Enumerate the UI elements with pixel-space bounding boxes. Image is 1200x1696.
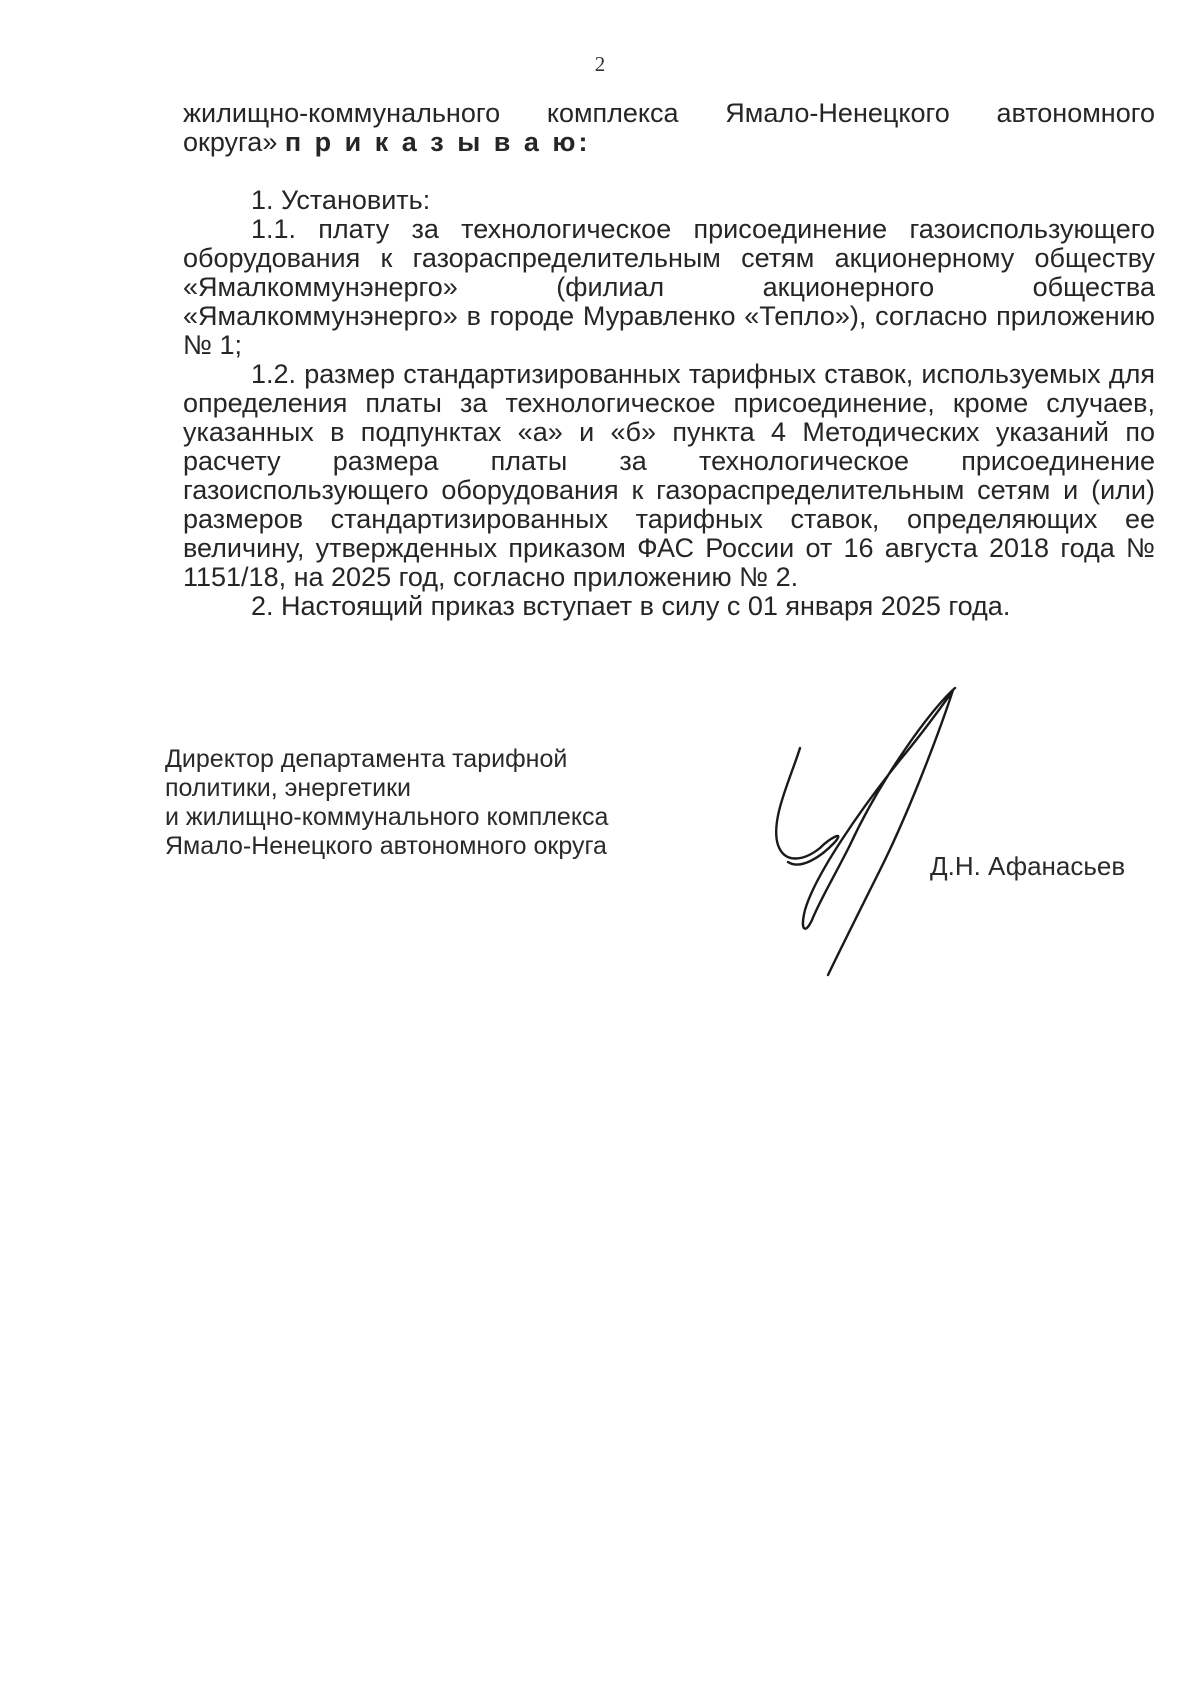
item-2: 2. Настоящий приказ вступает в силу с 01 января 2025 года.: [251, 591, 1011, 621]
intro-line-2: [183, 128, 1155, 157]
signatory-title-line: политики, энергетики: [165, 774, 411, 802]
handwritten-signature: [760, 670, 960, 990]
signer-name: Д.Н. Афанасьев: [930, 851, 1126, 881]
page-number: 2: [594, 52, 606, 76]
intro-line-1: жилищно-коммунального комплекса Ямало-Ненецкого автономного: [183, 98, 1155, 128]
document-body: [183, 99, 1155, 621]
item-1-1: 1.1. плату за технологическое присоединение газоиспользующего оборудования к газораспределительным сетям акционерному обществу «Ямалкоммунэнерго» (филиал акционерного общества «Ямалкоммунэнерго» в городе Муравленко «Тепло»), согласно приложению № 1;: [183, 214, 1155, 360]
signatory-title-line: Ямало-Ненецкого автономного округа: [165, 832, 607, 860]
signatory-title: [165, 745, 608, 861]
item-1: 1. Установить:: [251, 185, 431, 215]
signatory-title-line: Директор департамента тарифной: [165, 745, 568, 773]
signatory-title-line: и жилищно-коммунального комплекса: [165, 803, 609, 831]
intro-line-2-prefix: округа»: [183, 127, 278, 157]
item-1-2: 1.2. размер стандартизированных тарифных ставок, используемых для определения платы за технологическое присоединение, кроме случаев, указанных в подпунктах «а» и «б» пункта 4 Методических указаний по расчету размера платы за технологическое присоединение газоиспользующего оборудования к газораспределительным сетям и (или) размеров стандартизированных тарифных ставок, определяющих ее величину, утвержденных приказом ФАС России от 16 августа 2018 года № 1151/18, на 2025 год, согласно приложению № 2.: [183, 359, 1155, 592]
decree-word: п р и к а з ы в а ю:: [284, 127, 591, 157]
paragraph-gap: [183, 157, 1155, 186]
